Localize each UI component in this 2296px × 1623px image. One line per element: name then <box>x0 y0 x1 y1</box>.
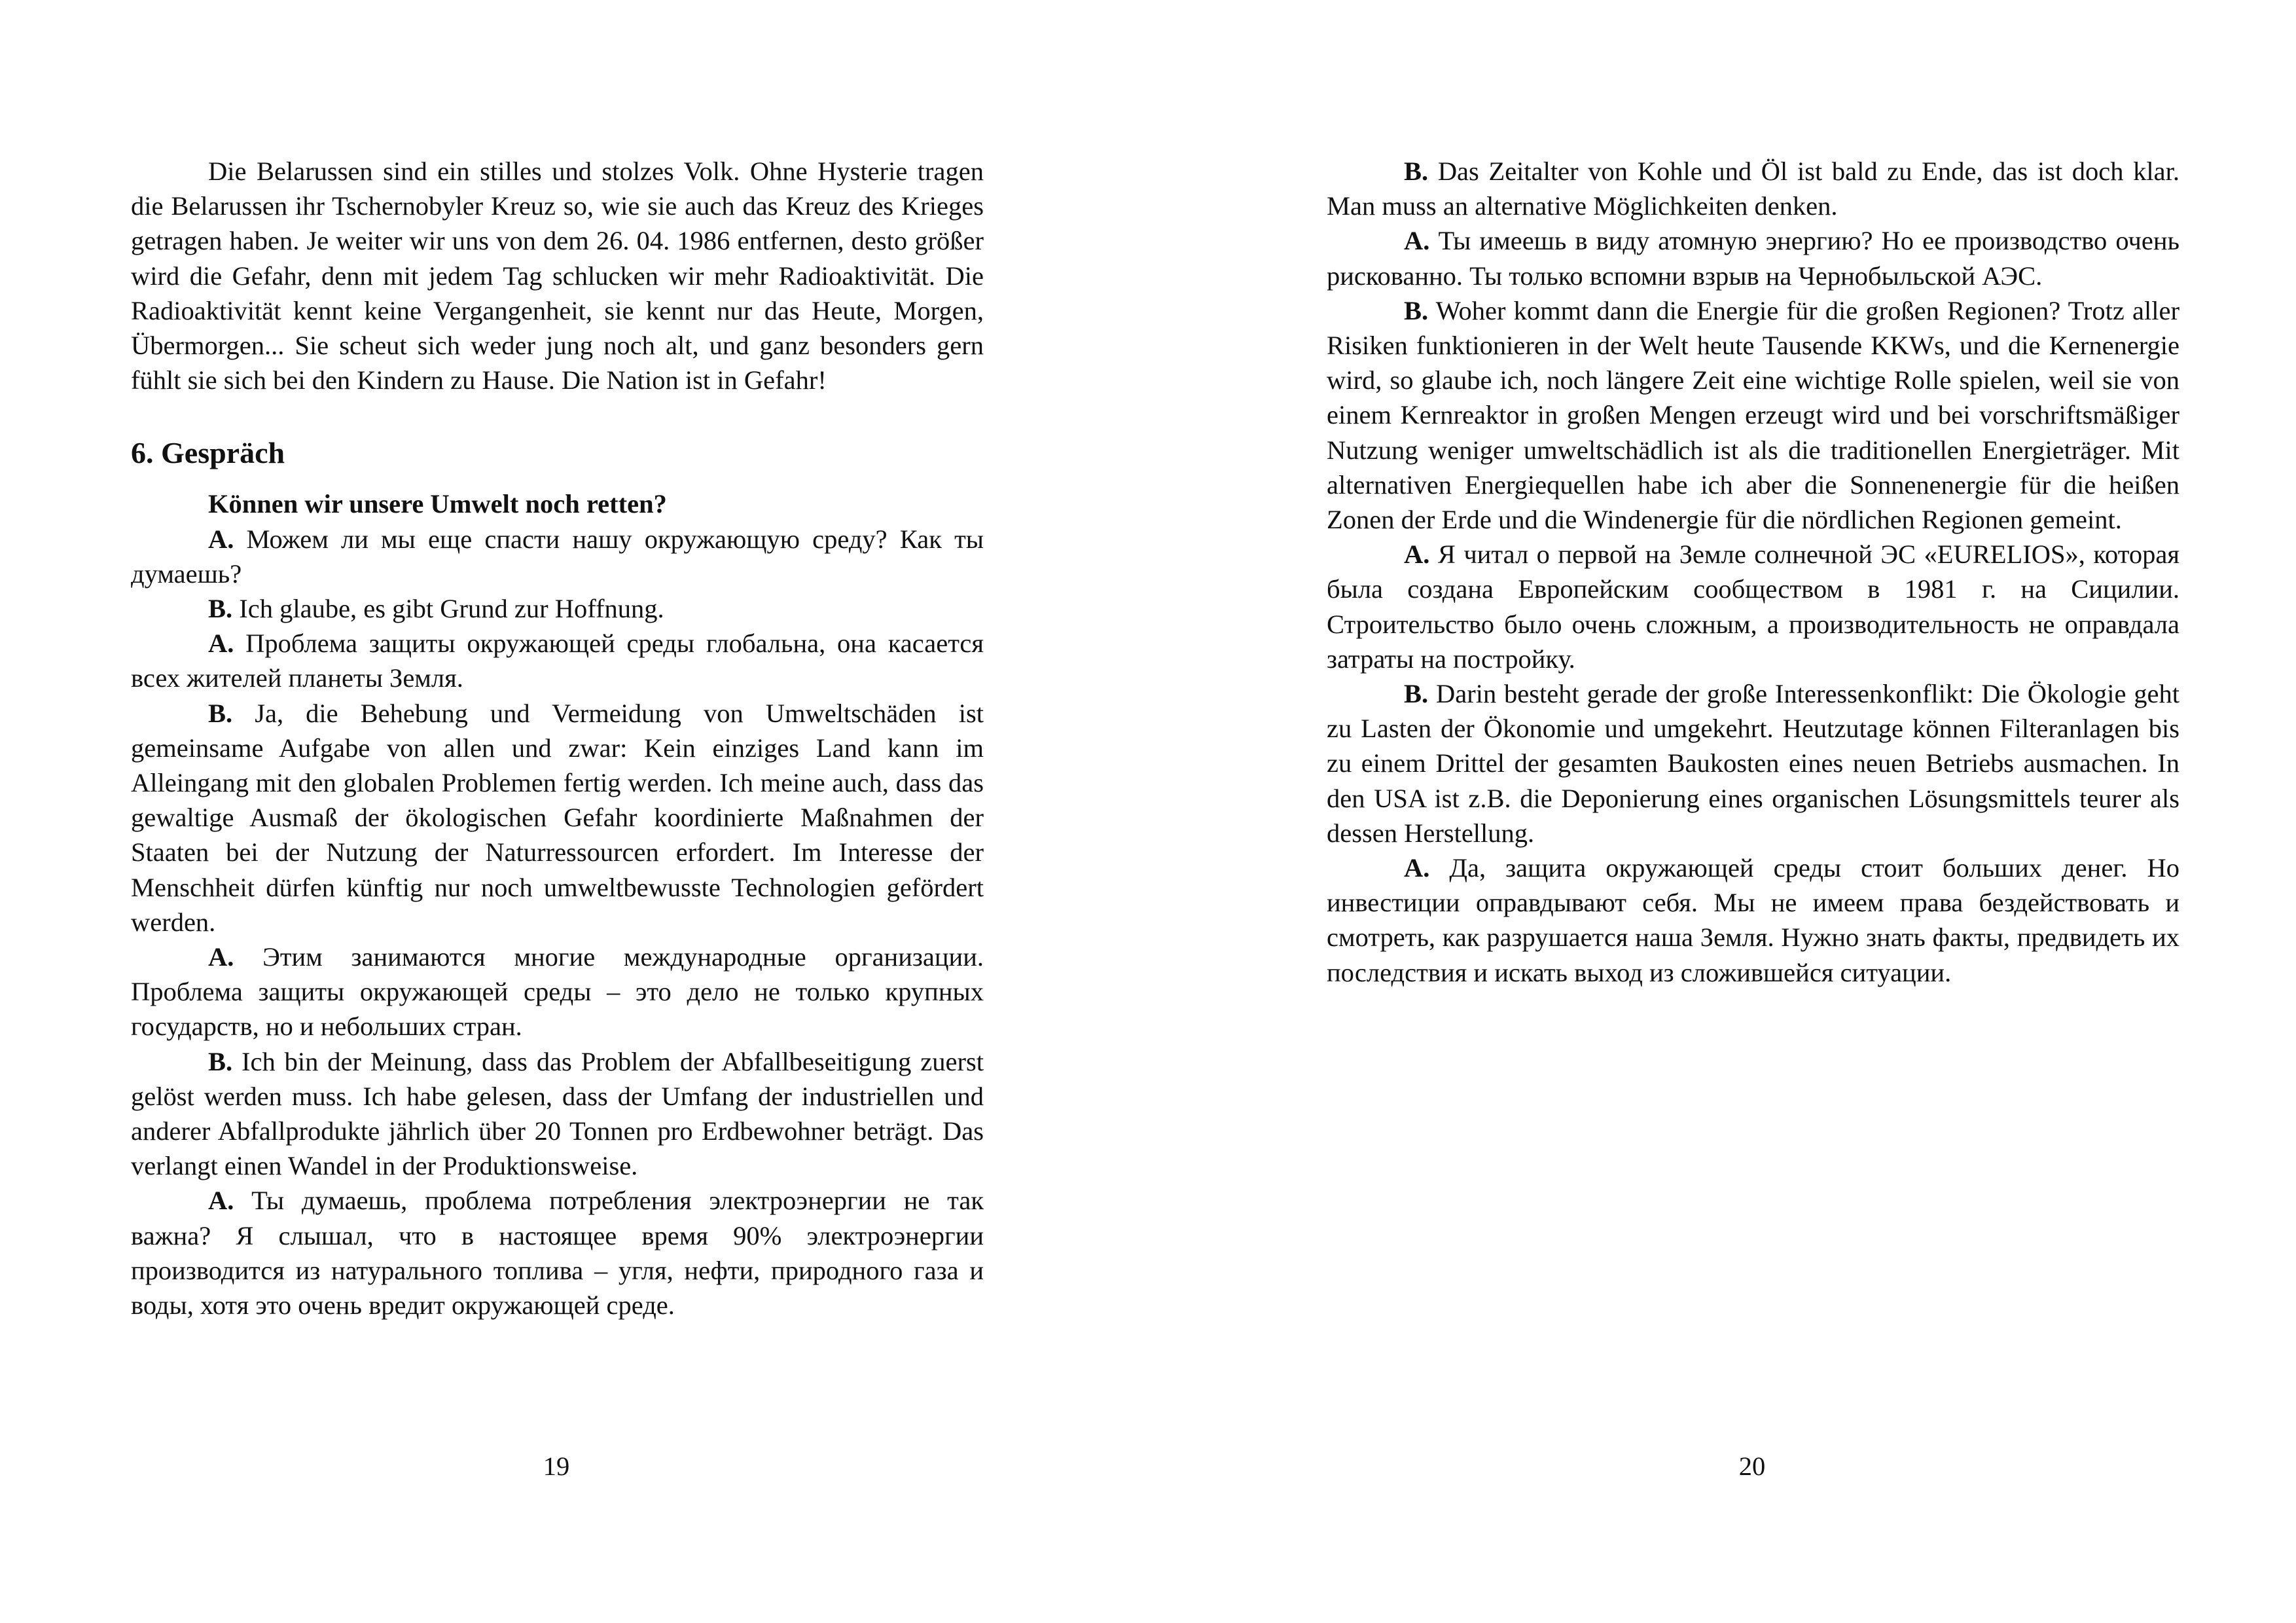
speaker-label: А. <box>1404 853 1430 883</box>
dialog-line <box>1327 676 2179 850</box>
dialog-line <box>131 626 984 695</box>
dialog-line <box>131 696 984 939</box>
dialog-text: Да, защита окружающей среды стоит больших денег. Но инвестиции оправдывают себя. Мы не имеем права бездействовать и смотреть, как разрушается наша Земля. Нужно знать факты, предвидеть их последствия и искать выход из сложившейся ситуации. <box>1327 853 2179 987</box>
dialog-text: Я читал о первой на Земле солнечной ЭС «EURELIOS», которая была создана Европейским сообществом в 1981 г. на Сицилии. Строительство было очень сложным, а производительность не оправдала затраты на постройку. <box>1327 539 2179 674</box>
right-page-text-column <box>1327 154 2179 990</box>
dialog-line <box>1327 223 2179 293</box>
dialog-text: Ich bin der Meinung, dass das Problem der Abfallbeseitigung zuerst gelöst werden muss. Ich habe gelesen, dass der Umfang der industriellen und anderer Abfallprodukte jährlich über 20 Tonnen pro Erdbewohner beträgt. Das verlangt einen Wandel in der Produktionsweise. <box>131 1046 984 1181</box>
dialog-text: Darin besteht gerade der große Interessenkonflikt: Die Ökologie geht zu Lasten der Ökonomie und umgekehrt. Heutzutage können Filteranlagen bis zu einem Drittel der gesamten Baukosten eines neuen Betriebs ausmachen. In den USA ist z.B. die Deponierung eines organischen Lösungsmittels teurer als dessen Herstellung. <box>1327 679 2180 848</box>
dialog-line <box>131 1183 984 1322</box>
dialog-line <box>131 1044 984 1184</box>
speaker-label: А. <box>208 942 234 972</box>
dialog-line <box>131 939 984 1044</box>
section-heading: 6. Gespräch <box>131 436 285 470</box>
speaker-label: А. <box>208 524 234 554</box>
dialog-text: Можем ли мы еще спасти нашу окружающую среду? Как ты думаешь? <box>131 524 984 589</box>
dialog-line <box>131 591 984 626</box>
dialog-text: Woher kommt dann die Energie für die großen Regionen? Trotz aller Risiken funktionieren in der Welt heute Tausende KKWs, und die Kernenergie wird, so glaube ich, noch längere Zeit eine wichtige Rolle spielen, weil sie von einem Kernreaktor in großen Mengen erzeugt wird und bei vorschriftsmäßiger Nutzung weniger umweltschädlich ist als die traditionellen Energieträger. Mit alternativen Energiequellen habe ich aber die Sonnenenergie für die heißen Zonen der Erde und die Windenergie für die nördlichen Regionen gemeint. <box>1327 295 2179 535</box>
right-page <box>1148 0 2296 1623</box>
dialog-line <box>1327 537 2179 676</box>
dialog-text: Ich glaube, es gibt Grund zur Hoffnung. <box>239 594 664 624</box>
speaker-label: B. <box>208 594 233 624</box>
speaker-label: А. <box>208 629 234 659</box>
speaker-label: А. <box>1404 226 1430 256</box>
speaker-label: А. <box>208 1186 234 1216</box>
speaker-label: B. <box>208 698 233 728</box>
dialog-text: Das Zeitalter von Kohle und Öl ist bald zu Ende, das ist doch klar. Man muss an alternative Möglichkeiten denken. <box>1327 156 2180 221</box>
dialog-title-text: Können wir unsere Umwelt noch retten? <box>208 489 667 519</box>
dialog-text: Проблема защиты окружающей среды глобальна, она касается всех жителей планеты Земля. <box>131 629 984 693</box>
speaker-label: B. <box>1404 295 1429 325</box>
page-number-right: 20 <box>1738 1451 1766 1481</box>
dialog-text: Ja, die Behebung und Vermeidung von Umweltschäden ist gemeinsame Aufgabe von allen und zwar: Kein einziges Land kann im Alleingang mit den globalen Problemen fertig werden. Ich meine auch, dass das gewaltige Ausmaß der ökologischen Gefahr koordinierte Maßnahmen der Staaten bei der Nutzung der Naturressourcen erfordert. Im Interesse der Menschheit dürfen künftig nur noch umweltbewusste Technologien gefördert werden. <box>131 698 984 937</box>
dialog-line <box>131 522 984 591</box>
speaker-label: B. <box>1404 156 1429 186</box>
page-number-left: 19 <box>543 1451 570 1481</box>
intro-paragraph: Die Belarussen sind ein stilles und stolzes Volk. Ohne Hysterie tragen die Belarussen ihr Tschernobyler Kreuz so, wie sie auch das Kreuz des Krieges getragen haben. Je weiter wir uns von dem 26. 04. 1986 entfernen, desto größer wird die Gefahr, denn mit jedem Tag schlucken wir mehr Radioaktivität. Die Radioaktivität kennt keine Vergangenheit, sie kennt nur das Heute, Morgen, Übermorgen... Sie scheut sich weder jung noch alt, und ganz besonders gern fühlt sie sich bei den Kindern zu Hause. Die Nation ist in Gefahr! <box>131 156 984 395</box>
speaker-label: А. <box>1404 539 1430 570</box>
dialog-title <box>131 486 984 521</box>
dialog-line <box>1327 850 2179 990</box>
dialog-text: Этим занимаются многие международные организации. Проблема защиты окружающей среды – это дело не только крупных государств, но и небольших стран. <box>131 942 984 1042</box>
dialog-text: Ты думаешь, проблема потребления электроэнергии не так важна? Я слышал, что в настоящее время 90% электроэнергии производится из натурального топлива – угля, нефти, природного газа и воды, хотя это очень вредит окружающей среде. <box>131 1186 984 1321</box>
dialog-line <box>1327 154 2179 223</box>
speaker-label: B. <box>208 1046 233 1076</box>
dialog-text: Ты имеешь в виду атомную энергию? Но ее производство очень рискованно. Ты только вспомни взрыв на Чернобыльской АЭС. <box>1327 226 2180 291</box>
dialog-line <box>1327 293 2179 537</box>
left-page-text-column <box>131 154 984 1322</box>
speaker-label: B. <box>1404 679 1429 709</box>
